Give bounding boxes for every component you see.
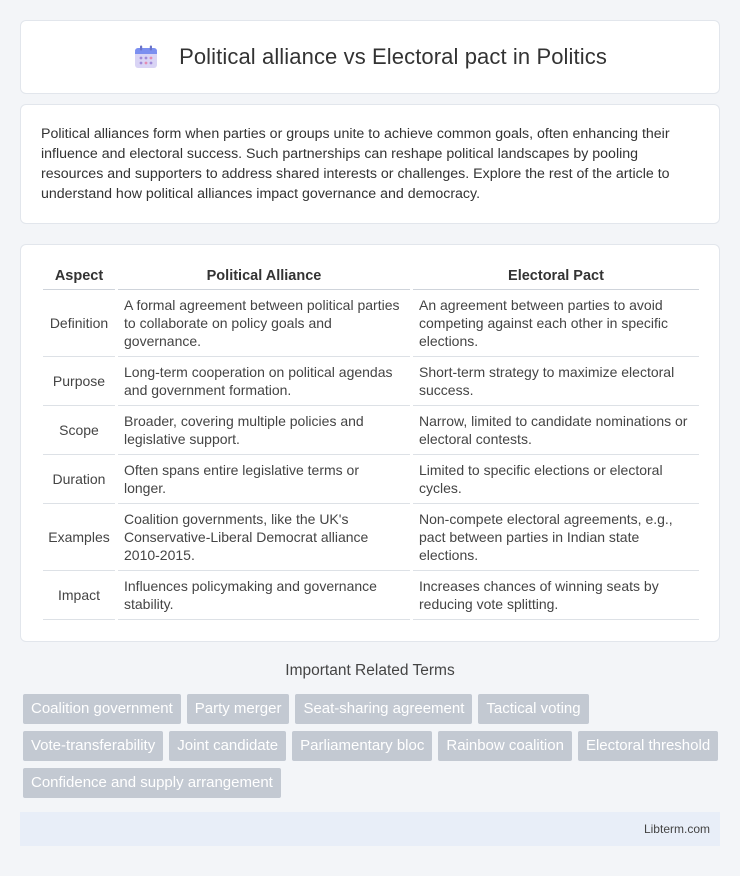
tag-party-merger[interactable]: Party merger (187, 694, 290, 724)
tag-electoral-threshold[interactable]: Electoral threshold (578, 731, 718, 761)
related-terms-tags (23, 694, 723, 798)
tag-seat-sharing-agreement[interactable]: Seat-sharing agreement (295, 694, 472, 724)
table-row (43, 406, 699, 455)
row-alliance: Coalition governments, like the UK's Conservative-Liberal Democrat alliance 2010-2015. (118, 504, 410, 571)
row-alliance: Influences policymaking and governance stability. (118, 571, 410, 620)
row-alliance: Long-term cooperation on political agendas and government formation. (118, 357, 410, 406)
row-pact: Increases chances of winning seats by reducing vote splitting. (413, 571, 699, 620)
tag-coalition-government[interactable]: Coalition government (23, 694, 181, 724)
calendar-icon (133, 44, 159, 70)
row-aspect: Duration (43, 455, 115, 504)
intro-text: Political alliances form when parties or groups unite to achieve common goals, often enhancing their influence and electoral success. Such partnerships can reshape political landscapes by pooling resources and supporters to address shared interests or challenges. Explore the rest of the article to understand how political alliances impact governance and democracy. (41, 126, 670, 202)
header-electoral-pact: Electoral Pact (413, 265, 699, 290)
row-pact: Non-compete electoral agreements, e.g., pact between parties in Indian state elections. (413, 504, 699, 571)
row-pact: Limited to specific elections or electoral cycles. (413, 455, 699, 504)
table-row (43, 290, 699, 357)
table-row (43, 455, 699, 504)
row-alliance: A formal agreement between political parties to collaborate on policy goals and governance. (118, 290, 410, 357)
tag-vote-transferability[interactable]: Vote-transferability (23, 731, 163, 761)
row-aspect: Impact (43, 571, 115, 620)
row-alliance: Often spans entire legislative terms or longer. (118, 455, 410, 504)
comparison-table (40, 265, 702, 620)
table-row (43, 504, 699, 571)
row-aspect: Examples (43, 504, 115, 571)
tag-rainbow-coalition[interactable]: Rainbow coalition (438, 731, 572, 761)
related-terms-title: Important Related Terms (285, 662, 455, 679)
row-aspect: Scope (43, 406, 115, 455)
row-pact: Narrow, limited to candidate nominations or electoral contests. (413, 406, 699, 455)
intro-card (20, 104, 720, 224)
tag-tactical-voting[interactable]: Tactical voting (478, 694, 588, 724)
header-political-alliance: Political Alliance (118, 265, 410, 290)
row-aspect: Purpose (43, 357, 115, 406)
header-aspect: Aspect (43, 265, 115, 290)
footer-site-link[interactable]: Libterm.com (643, 822, 710, 836)
page-title: Political alliance vs Electoral pact in Politics (179, 44, 607, 69)
row-alliance: Broader, covering multiple policies and legislative support. (118, 406, 410, 455)
footer (20, 812, 720, 846)
table-row (43, 571, 699, 620)
row-pact: Short-term strategy to maximize electoral success. (413, 357, 699, 406)
table-header-row (43, 265, 699, 290)
tag-parliamentary-bloc[interactable]: Parliamentary bloc (292, 731, 432, 761)
tag-confidence-and-supply-arrangement[interactable]: Confidence and supply arrangement (23, 768, 281, 798)
header-card (20, 20, 720, 94)
title-wrap (133, 44, 607, 70)
comparison-table-card (20, 244, 720, 642)
table-row (43, 357, 699, 406)
row-pact: An agreement between parties to avoid competing against each other in specific elections. (413, 290, 699, 357)
tag-joint-candidate[interactable]: Joint candidate (169, 731, 286, 761)
row-aspect: Definition (43, 290, 115, 357)
